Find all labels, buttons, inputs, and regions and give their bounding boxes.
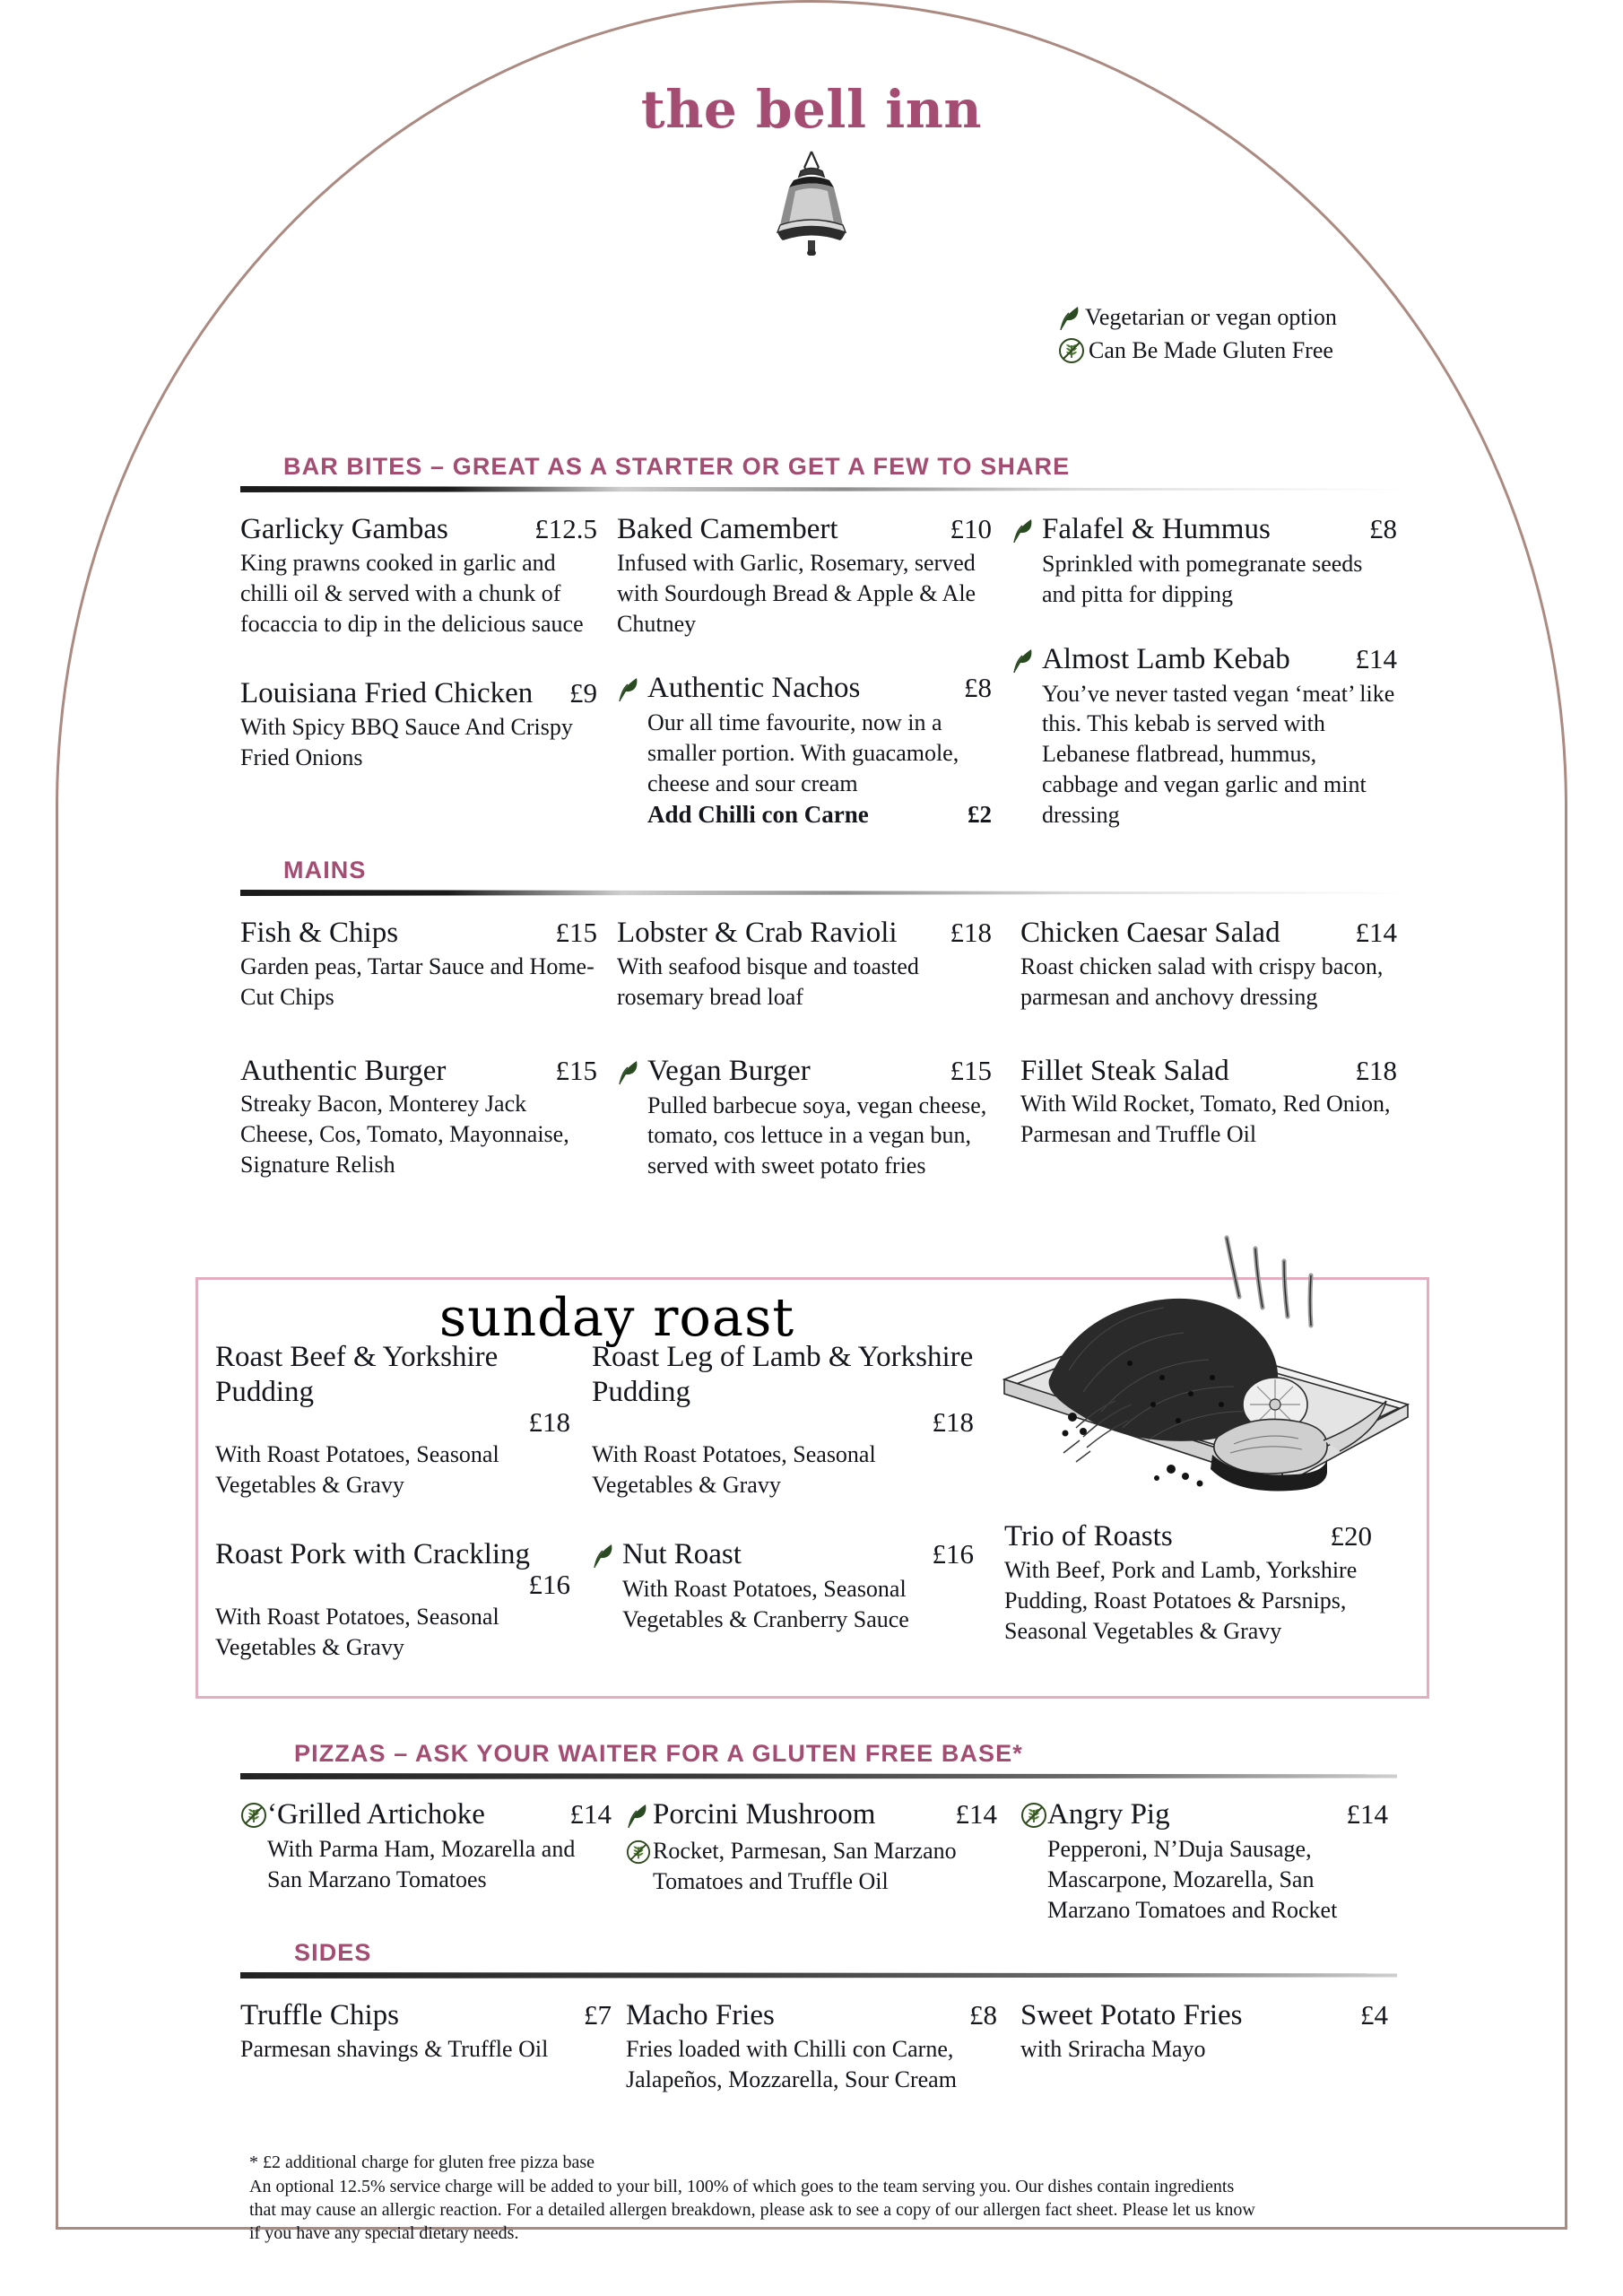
menu-column bbox=[617, 916, 1011, 1205]
menu-column bbox=[215, 1340, 592, 1686]
dish-description: Sprinkled with pomegranate seeds and pitta for dipping bbox=[1042, 551, 1363, 607]
menu-column bbox=[626, 1797, 1011, 1948]
leaf-icon bbox=[1011, 642, 1042, 678]
dish-description: Roast chicken salad with crispy bacon, parmesan and anchovy dressing bbox=[1020, 952, 1384, 1010]
dish-description: With Roast Potatoes, Seasonal Vegetables & Cranberry Sauce bbox=[622, 1576, 909, 1633]
dish-name: Roast Pork with Crackling bbox=[215, 1538, 531, 1571]
menu-column bbox=[240, 1797, 626, 1948]
menu-item bbox=[626, 1998, 997, 2095]
dish-name: Lobster & Crab Ravioli bbox=[617, 917, 898, 949]
menu-item bbox=[240, 1998, 612, 2065]
menu-column bbox=[995, 1340, 1372, 1686]
dish-name: Garlicky Gambas bbox=[240, 513, 448, 545]
dish-price: £10 bbox=[950, 513, 992, 544]
footer-line-3: if you have any special dietary needs. bbox=[249, 2223, 519, 2243]
dish-name: Chicken Caesar Salad bbox=[1020, 917, 1280, 949]
section-divider bbox=[240, 486, 1397, 492]
sunday-roast-items bbox=[215, 1340, 1417, 1686]
dish-price: £20 bbox=[1330, 1520, 1372, 1552]
gluten-free-icon bbox=[626, 1835, 653, 1869]
dish-price: £14 bbox=[569, 1798, 612, 1830]
dish-name: Trio of Roasts bbox=[1004, 1520, 1173, 1552]
dish-description: With Parma Ham, Mozarella and San Marzano Tomatoes bbox=[267, 1836, 576, 1892]
menu-item bbox=[240, 1797, 612, 1895]
dish-description: Rocket, Parmesan, San Marzano Tomatoes and Truffle Oil bbox=[653, 1838, 957, 1894]
dish-price: £18 bbox=[932, 1405, 974, 1438]
dish-name: Fish & Chips bbox=[240, 917, 399, 949]
menu-item bbox=[592, 1340, 974, 1500]
dish-name: Truffle Chips bbox=[240, 1999, 399, 2031]
dish-addon bbox=[647, 801, 992, 829]
menu-item bbox=[617, 916, 992, 1013]
dish-description: With Beef, Pork and Lamb, Yorkshire Pudding, Roast Potatoes & Parsnips, Seasonal Vegetables & Gravy bbox=[1004, 1556, 1358, 1644]
dish-price: £8 bbox=[964, 672, 992, 704]
gluten-free-icon bbox=[240, 1797, 267, 1833]
dish-name: Authentic Burger bbox=[240, 1054, 447, 1087]
dish-description: With Wild Rocket, Tomato, Red Onion, Parmesan and Truffle Oil bbox=[1020, 1091, 1391, 1148]
legend-item-vegetarian bbox=[1058, 301, 1435, 335]
sunday-roast-title: sunday roast bbox=[438, 1286, 795, 1348]
dish-name: Vegan Burger bbox=[647, 1054, 811, 1087]
dish-name: Roast Beef & Yorkshire Pudding bbox=[215, 1341, 499, 1408]
dish-description: Streaky Bacon, Monterey Jack Cheese, Cos, Tomato, Mayonnaise, Signature Relish bbox=[240, 1091, 569, 1178]
menu-column bbox=[1011, 916, 1397, 1205]
dish-description: You’ve never tasted vegan ‘meat’ like this. This kebab is served with Lebanese flatbread, hummus, cabbage and vegan garlic and mint dressing bbox=[1042, 680, 1395, 828]
footer-fine-print bbox=[249, 2151, 1415, 2245]
dish-description: Infused with Garlic, Rosemary, served with Sourdough Bread & Apple & Ale Chutney bbox=[617, 549, 976, 637]
section-heading-mains: MAINS bbox=[283, 857, 367, 883]
dish-price: £8 bbox=[969, 1999, 997, 2031]
section-divider bbox=[240, 1773, 1397, 1779]
section-divider bbox=[240, 1972, 1397, 1979]
menu-column bbox=[626, 1998, 1011, 2118]
dish-name: Authentic Nachos bbox=[647, 672, 861, 705]
dish-price: £16 bbox=[528, 1569, 570, 1601]
dish-price: £14 bbox=[1355, 917, 1397, 948]
dish-price: £8 bbox=[1369, 513, 1397, 544]
dish-description: King prawns cooked in garlic and chilli oil & served with a chunk of focaccia to dip in the delicious sauce bbox=[240, 549, 584, 637]
menu-item bbox=[617, 512, 992, 639]
dish-price: £4 bbox=[1360, 1999, 1388, 2031]
menu-item bbox=[240, 916, 597, 1013]
section-heading-pizzas: PIZZAS – ASK YOUR WAITER FOR A GLUTEN FREE BASE* bbox=[294, 1740, 1023, 1767]
menu-item bbox=[1011, 512, 1397, 610]
dish-description: With Roast Potatoes, Seasonal Vegetables & Gravy bbox=[215, 1440, 499, 1498]
bell-illustration bbox=[0, 148, 1623, 260]
dish-price: £14 bbox=[1346, 1798, 1388, 1830]
menu-item bbox=[617, 671, 992, 828]
legend-vegetarian-label: Vegetarian or vegan option bbox=[1085, 304, 1337, 330]
dish-description: With Roast Potatoes, Seasonal Vegetables & Gravy bbox=[592, 1440, 876, 1498]
dish-price: £7 bbox=[584, 1999, 612, 2031]
legend-item-gluten-free bbox=[1058, 335, 1435, 368]
menu-item bbox=[240, 512, 597, 639]
leaf-icon bbox=[617, 671, 647, 707]
dish-description: With seafood bisque and toasted rosemary bread loaf bbox=[617, 952, 919, 1010]
dish-name: Roast Leg of Lamb & Yorkshire Pudding bbox=[592, 1341, 974, 1408]
dish-description: Pulled barbecue soya, vegan cheese, tomato, cos lettuce in a vegan bun, served with sweet potato fries bbox=[647, 1091, 987, 1179]
leaf-icon bbox=[626, 1797, 653, 1833]
dish-name: Almost Lamb Kebab bbox=[1042, 642, 1290, 675]
menu-item bbox=[240, 676, 597, 773]
dish-description: With Roast Potatoes, Seasonal Vegetables & Gravy bbox=[215, 1604, 499, 1661]
menu-column bbox=[240, 512, 617, 854]
dish-name: Sweet Potato Fries bbox=[1020, 1999, 1243, 2031]
dish-price: £16 bbox=[932, 1538, 974, 1570]
menu-column bbox=[617, 512, 1011, 854]
addon-price: £2 bbox=[968, 800, 992, 828]
section-pizzas bbox=[240, 1740, 1397, 1948]
addon-label: Add Chilli con Carne bbox=[647, 800, 869, 828]
menu-column bbox=[240, 1998, 626, 2118]
dish-price: £18 bbox=[1355, 1054, 1397, 1086]
legend bbox=[1058, 301, 1435, 368]
menu-item bbox=[592, 1537, 974, 1635]
menu-item bbox=[215, 1537, 570, 1663]
menu-item bbox=[1011, 642, 1397, 831]
menu-item bbox=[626, 1797, 997, 1897]
dish-name: Nut Roast bbox=[622, 1538, 742, 1571]
dish-name: Baked Camembert bbox=[617, 513, 838, 545]
section-heading-sides: SIDES bbox=[294, 1939, 372, 1966]
menu-column bbox=[1011, 1797, 1388, 1948]
gluten-free-icon bbox=[1058, 337, 1085, 364]
dish-price: £12.5 bbox=[534, 513, 597, 544]
dish-name: Falafel & Hummus bbox=[1042, 513, 1271, 545]
dish-name: ‘Grilled Artichoke bbox=[267, 1798, 485, 1831]
dish-price: £15 bbox=[555, 917, 597, 948]
dish-description: Pepperoni, N’Duja Sausage, Mascarpone, Mozarella, San Marzano Tomatoes and Rocket bbox=[1047, 1836, 1338, 1923]
menu-item bbox=[1020, 1797, 1388, 1925]
dish-name: Angry Pig bbox=[1047, 1798, 1170, 1831]
menu-item bbox=[215, 1340, 570, 1500]
section-divider bbox=[240, 890, 1397, 896]
dish-price: £14 bbox=[955, 1798, 997, 1830]
menu-item bbox=[617, 1054, 992, 1181]
footer-line-2: that may cause an allergic reaction. For a detailed allergen breakdown, please ask to see a copy of our allergen fact sheet. Please let us know bbox=[249, 2200, 1255, 2220]
leaf-icon bbox=[1058, 304, 1081, 331]
dish-description: With Spicy BBQ Sauce And Crispy Fried Onions bbox=[240, 714, 573, 771]
dish-name: Louisiana Fried Chicken bbox=[240, 677, 534, 710]
dish-description: Garden peas, Tartar Sauce and Home-Cut Chips bbox=[240, 952, 595, 1010]
section-sides bbox=[240, 1939, 1397, 2118]
menu-item bbox=[1004, 1519, 1372, 1646]
legend-gluten-free-label: Can Be Made Gluten Free bbox=[1089, 336, 1333, 363]
dish-price: £14 bbox=[1355, 642, 1397, 674]
dish-price: £15 bbox=[555, 1054, 597, 1086]
dish-name: Macho Fries bbox=[626, 1999, 775, 2031]
menu-item bbox=[240, 1054, 597, 1180]
menu-item bbox=[1020, 1998, 1388, 2065]
dish-description: Fries loaded with Chilli con Carne, Jalapeños, Mozzarella, Sour Cream bbox=[626, 2035, 957, 2092]
dish-price: £18 bbox=[528, 1405, 570, 1438]
menu-column bbox=[1011, 512, 1397, 854]
page-title: the bell inn bbox=[640, 79, 983, 140]
dish-name: Fillet Steak Salad bbox=[1020, 1054, 1229, 1087]
menu-item bbox=[1020, 916, 1397, 1013]
menu-column bbox=[240, 916, 617, 1205]
section-mains bbox=[240, 857, 1397, 1205]
menu-column bbox=[1011, 1998, 1388, 2118]
menu-item bbox=[1020, 1054, 1397, 1151]
dish-price: £15 bbox=[950, 1054, 992, 1086]
dish-description: Parmesan shavings & Truffle Oil bbox=[240, 2035, 549, 2062]
section-bar-bites bbox=[240, 453, 1397, 854]
dish-description: with Sriracha Mayo bbox=[1020, 2035, 1206, 2062]
dish-name: Porcini Mushroom bbox=[653, 1798, 876, 1831]
dish-price: £18 bbox=[950, 917, 992, 948]
dish-price: £9 bbox=[569, 677, 597, 709]
section-heading-bar-bites: BAR BITES – GREAT AS A STARTER OR GET A FEW TO SHARE bbox=[283, 453, 1071, 480]
menu-column bbox=[592, 1340, 995, 1686]
footer-line-1: An optional 12.5% service charge will be added to your bill, 100% of which goes to the team serving you. Our dishes contain ingredients bbox=[249, 2177, 1235, 2196]
leaf-icon bbox=[617, 1054, 647, 1090]
leaf-icon bbox=[592, 1537, 622, 1573]
footer-star-note: * £2 additional charge for gluten free pizza base bbox=[249, 2152, 595, 2172]
dish-description: Our all time favourite, now in a smaller portion. With guacamole, cheese and sour cream bbox=[647, 709, 959, 796]
gluten-free-icon bbox=[1020, 1797, 1047, 1833]
leaf-icon bbox=[1011, 512, 1042, 548]
